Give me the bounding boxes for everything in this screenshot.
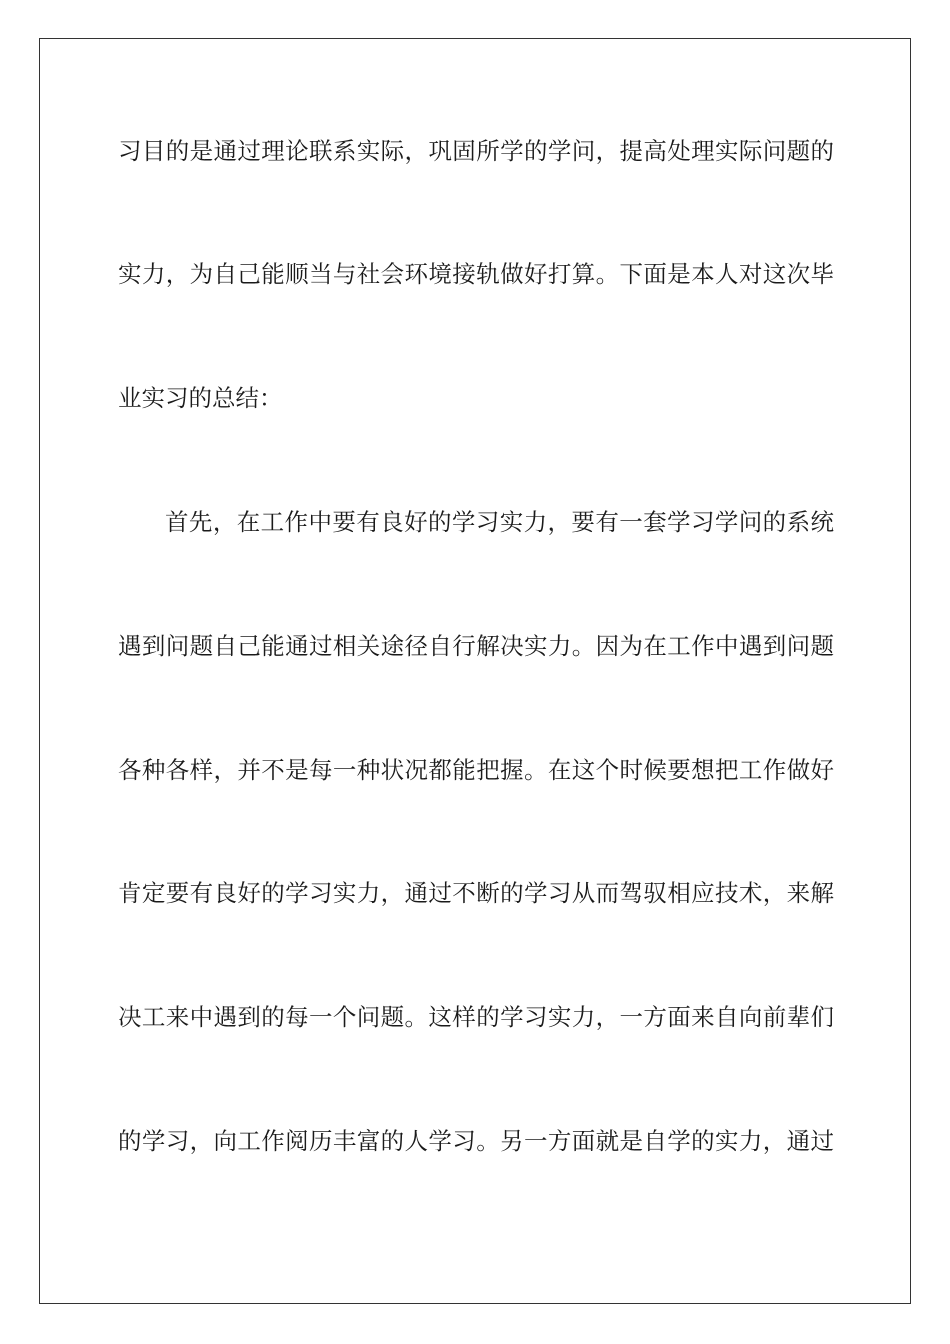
page-frame [39,38,911,1304]
paragraph-line-6: 各种各样，并不是每一种状况都能把握。在这个时候要想把工作做好 [118,756,834,784]
paragraph-line-5: 遇到问题自己能通过相关途径自行解决实力。因为在工作中遇到问题 [118,632,834,660]
paragraph-line-1: 习目的是通过理论联系实际，巩固所学的学问，提高处理实际问题的 [118,137,834,165]
paragraph-line-7: 肯定要有良好的学习实力，通过不断的学习从而驾驭相应技术，来解 [118,879,834,907]
paragraph-line-9: 的学习，向工作阅历丰富的人学习。另一方面就是自学的实力，通过 [118,1127,834,1155]
paragraph-line-8: 决工来中遇到的每一个问题。这样的学习实力，一方面来自向前辈们 [118,1003,834,1031]
paragraph-line-3: 业实习的总结： [118,384,283,412]
paragraph-line-4: 首先，在工作中要有良好的学习实力，要有一套学习学问的系统 [165,508,834,536]
paragraph-line-2: 实力，为自己能顺当与社会环境接轨做好打算。下面是本人对这次毕 [118,260,834,288]
